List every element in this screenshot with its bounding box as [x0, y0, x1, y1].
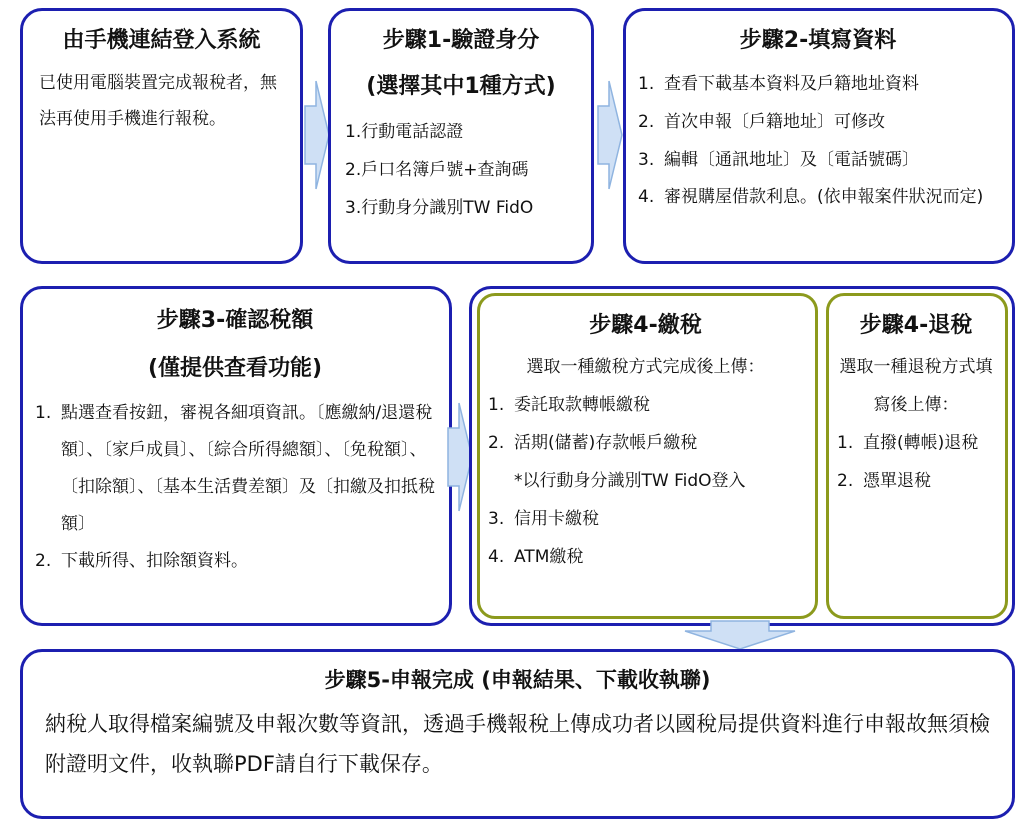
step5-box: [20, 649, 1015, 819]
step2-item: 4. 審視購屋借款利息。(依申報案件狀況而定): [638, 187, 984, 207]
step4-pay-item: 2. 活期(儲蓄)存款帳戶繳稅: [488, 433, 698, 453]
step2-item: 3. 編輯〔通訊地址〕及〔電話號碼〕: [638, 150, 919, 170]
step1-title: 步驟1-驗證身分: [382, 28, 540, 53]
step4-pay-item: 4. ATM繳稅: [488, 547, 584, 567]
step4-pay-box: [477, 293, 818, 619]
login-box: [20, 8, 303, 264]
step1-item: 1.行動電話認證: [345, 122, 464, 142]
step3-box: [20, 286, 452, 626]
step3-subtitle: (僅提供查看功能): [147, 356, 323, 381]
step2-box: [623, 8, 1015, 264]
arrow-right-2: [597, 80, 623, 190]
step1-box: [328, 8, 594, 264]
step1-subtitle: (選擇其中1種方式): [366, 74, 556, 99]
step3-title: 步驟3-確認稅額: [156, 308, 314, 333]
step4-refund-title: 步驟4-退稅: [859, 313, 973, 338]
step4-pay-note: *以行動身分識別TW FidO登入: [514, 471, 746, 491]
step4-refund-item: 2. 憑單退稅: [837, 471, 931, 491]
step2-item: 1. 查看下載基本資料及戶籍地址資料: [638, 74, 919, 94]
login-body: 已使用電腦裝置完成報稅者，無法再使用手機進行報稅。: [39, 73, 277, 129]
step2-item: 2. 首次申報〔戶籍地址〕可修改: [638, 112, 885, 132]
step4-refund-intro: 選取一種退稅方式填寫後上傳：: [839, 357, 993, 415]
step4-pay-item: 1. 委託取款轉帳繳稅: [488, 395, 650, 415]
step4-refund-item: 1. 直撥(轉帳)退稅: [837, 433, 979, 453]
step5-body: 納稅人取得檔案編號及申報次數等資訊，透過手機報稅上傳成功者以國稅局提供資料進行申報故無須檢附證明文件，收執聯PDF請自行下載保存。: [45, 712, 990, 776]
step4-pay-item: 3. 信用卡繳稅: [488, 509, 599, 529]
arrow-down: [684, 620, 796, 650]
step4-pay-intro: 選取一種繳稅方式完成後上傳：: [526, 357, 765, 377]
step4-pay-title: 步驟4-繳稅: [589, 313, 702, 338]
step5-title: 步驟5-申報完成 (申報結果、下載收執聯): [324, 668, 711, 692]
step1-item: 2.戶口名簿戶號+查詢碼: [345, 160, 529, 180]
step1-item: 3.行動身分識別TW FidO: [345, 198, 534, 218]
arrow-right-1: [304, 80, 330, 190]
login-title: 由手機連結登入系統: [62, 28, 261, 53]
step3-item: 1. 點選查看按鈕，審視各細項資訊。〔應繳納/退還稅額〕、〔家戶成員〕、〔綜合所得總額〕、〔免稅額〕、〔扣除額〕、〔基本生活費差額〕及〔扣繳及扣抵稅額〕: [35, 403, 435, 534]
step4-refund-box: [826, 293, 1008, 619]
step2-title: 步驟2-填寫資料: [739, 28, 897, 53]
step3-item: 2. 下載所得、扣除額資料。: [35, 551, 248, 571]
